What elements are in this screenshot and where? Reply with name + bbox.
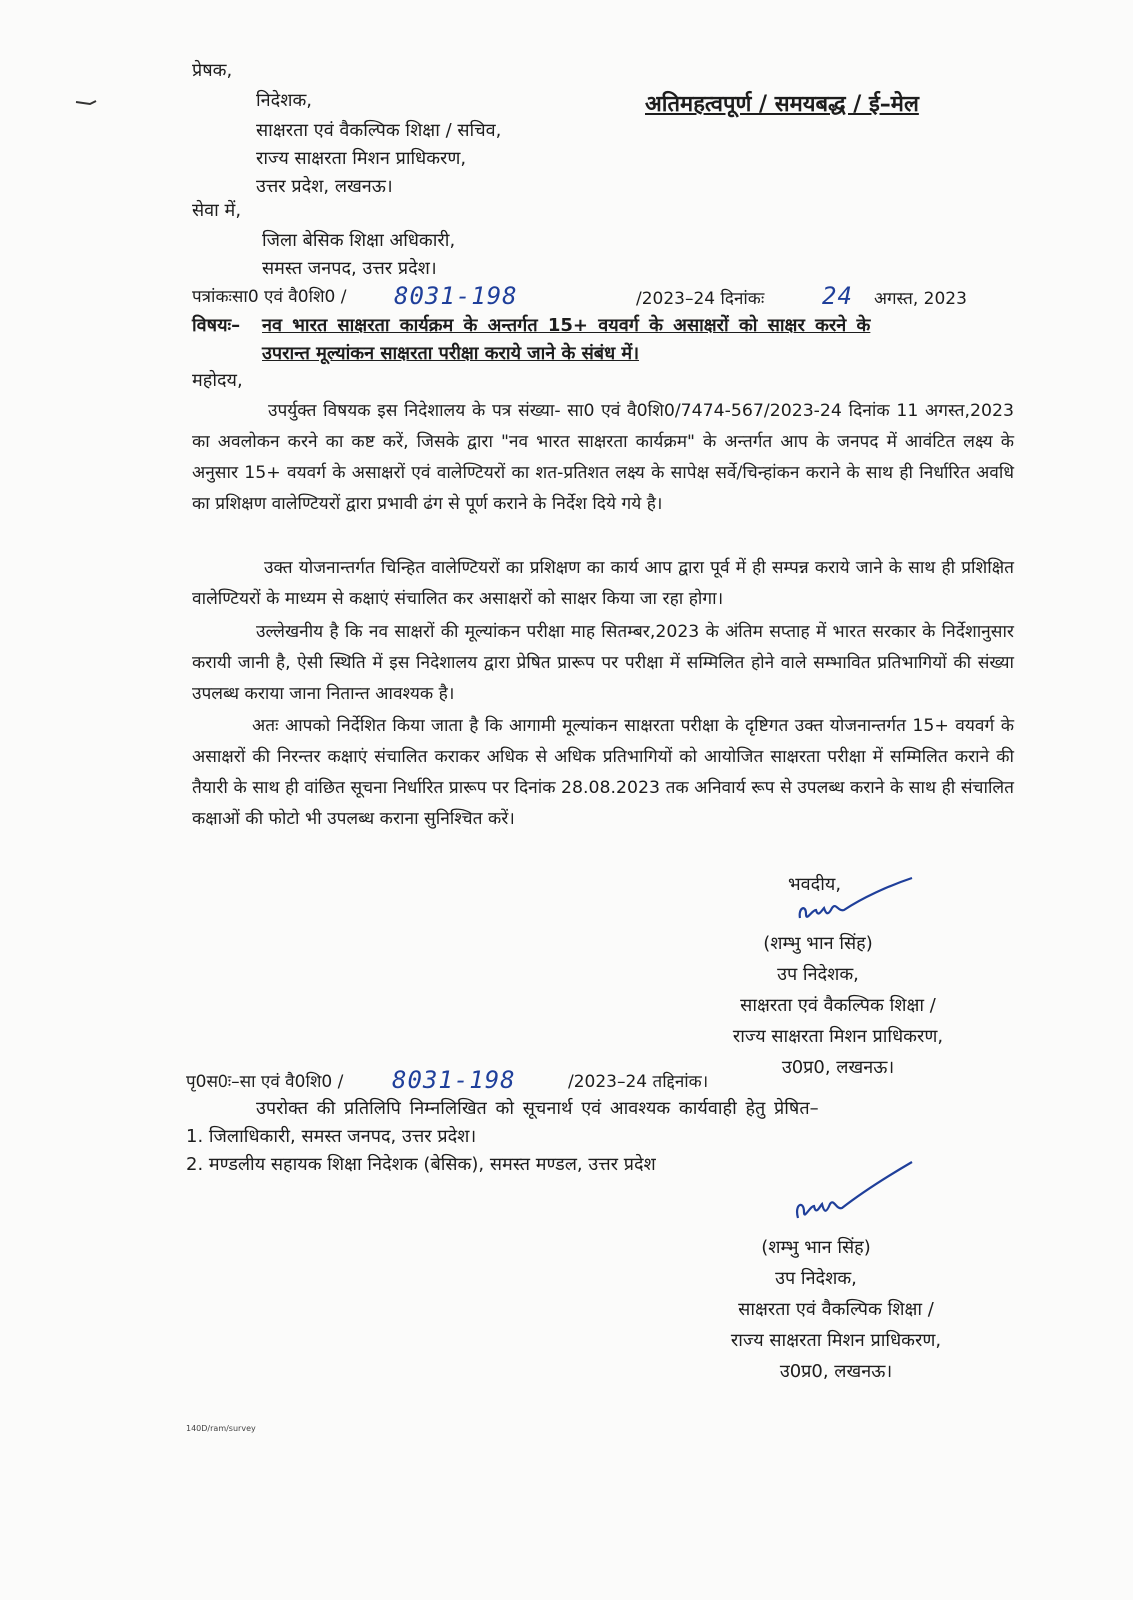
copy-ref-prefix: पृ0स0ः–सा एवं वै0शि0 / <box>186 1072 344 1092</box>
sender-line-3: राज्य साक्षरता मिशन प्राधिकरण, <box>256 148 467 169</box>
signatory-2-designation: उप निदेशक, <box>775 1268 857 1289</box>
copy-ref-suffix: /2023–24 तद्दिनांक। <box>568 1072 709 1092</box>
punch-hole-mark <box>74 96 98 110</box>
body-paragraph-2 <box>192 553 1014 615</box>
signatory-2-line-2: राज्य साक्षरता मिशन प्राधिकरण, <box>730 1330 942 1351</box>
closing-text: भवदीय, <box>788 874 842 895</box>
body-paragraph-1 <box>192 396 1014 520</box>
handwritten-date-day: 24 <box>822 282 853 310</box>
to-line-1: जिला बेसिक शिक्षा अधिकारी, <box>262 230 456 251</box>
signatory-2-line-1: साक्षरता एवं वैकल्पिक शिक्षा / <box>738 1299 934 1320</box>
sender-line-2: साक्षरता एवं वैकल्पिक शिक्षा / सचिव, <box>256 120 502 141</box>
signature-block-1 <box>658 928 978 1083</box>
signatory-designation: उप निदेशक, <box>777 964 859 985</box>
paragraph-1-text: उपर्युक्त विषयक इस निदेशालय के पत्र संख्या- सा0 एवं वै0शि0/7474-567/2023-24 दिनांक 11 अगस्त,2023 का अवलोकन करने का कष्ट करें, जिसके द्वारा "नव भारत साक्षरता कार्यक्रम" के अन्तर्गत आप के जनपद में आवंटित लक्ष्य के अनुसार 15+ वयवर्ग के असाक्षरों एवं वालेण्टियरों का शत-प्रतिशत लक्ष्य के सापेक्ष सर्वे/चिन्हांकन कराने के साथ ही निर्धारित अवधि का प्रशिक्षण वालेण्टियरों द्वारा प्रभावी ढंग से पूर्ण कराने के निर्देश दिये गये है। <box>192 401 1014 514</box>
subject-label: विषयः– <box>192 315 241 336</box>
signatory-2-line-3: उ0प्र0, लखनऊ। <box>779 1361 893 1382</box>
to-line-2: समस्त जनपद, उत्तर प्रदेश। <box>262 258 437 279</box>
footer-reference-code: 140D/ram/survey <box>186 1424 256 1433</box>
signatory-name: (शम्भु भान सिंह) <box>763 933 873 954</box>
to-label: सेवा में, <box>192 200 242 221</box>
signatory-line-3: उ0प्र0, लखनऊ। <box>781 1057 895 1078</box>
subject-line-2: उपरान्त मूल्यांकन साक्षरता परीक्षा कराये जाने के संबंध में। <box>262 343 640 364</box>
paragraph-3-text: उल्लेखनीय है कि नव साक्षरों की मूल्यांकन परीक्षा माह सितम्बर,2023 के अंतिम सप्ताह में भारत सरकार के निर्देशानुसार करायी जानी है, ऐसी स्थिति में इस निदेशालय द्वारा प्रेषित प्रारूप पर परीक्षा में सम्मिलित होने वाले सम्भावित प्रतिभागियों की संख्या उपलब्ध कराया जाना नितान्त आवश्यक है। <box>192 622 1014 704</box>
paragraph-4-text: अतः आपको निर्देशित किया जाता है कि आगामी मूल्यांकन साक्षरता परीक्षा के दृष्टिगत उक्त योजनान्तर्गत 15+ वयवर्ग के असाक्षरों की निरन्तर कक्षाएं संचालित कराकर अधिक से अधिक प्रतिभागियों को आयोजित साक्षरता परीक्षा में सम्मिलित कराने की तैयारी के साथ ही वांछित सूचना निर्धारित प्रारूप पर दिनांक 28.08.2023 तक अनिवार्य रूप से उपलब्ध कराने के साथ ही संचालित कक्षाओं की फोटो भी उपलब्ध कराना सुनिश्चित करें। <box>192 716 1014 829</box>
signatory-2-name: (शम्भु भान सिंह) <box>761 1237 871 1258</box>
sender-line-1: निदेशक, <box>256 90 312 111</box>
paragraph-2-text: उक्त योजनान्तर्गत चिन्हित वालेण्टियरों का प्रशिक्षण का कार्य आप द्वारा पूर्व में ही सम्पन्न कराये जाने के साथ ही प्रशिक्षित वालेण्टियरों के माध्यम से कक्षाएं संचालित कर असाक्षरों को साक्षर किया जा रहा होगा। <box>192 558 1014 609</box>
body-paragraph-4 <box>192 711 1014 835</box>
reference-month-year: अगस्त, 2023 <box>874 289 967 309</box>
salutation: महोदय, <box>192 370 243 391</box>
reference-prefix: पत्रांकःसा0 एवं वै0शि0 / <box>192 287 347 307</box>
reference-year: /2023–24 दिनांकः <box>636 289 765 309</box>
copy-recipient-2: 2. मण्डलीय सहायक शिक्षा निदेशक (बेसिक), समस्त मण्डल, उत्तर प्रदेश <box>186 1154 656 1175</box>
signatory-line-1: साक्षरता एवं वैकल्पिक शिक्षा / <box>740 995 936 1016</box>
body-paragraph-3 <box>192 617 1014 710</box>
priority-label: अतिमहत्वपूर्ण / समयबद्ध / ई–मेल <box>645 92 919 117</box>
copy-recipient-1: 1. जिलाधिकारी, समस्त जनपद, उत्तर प्रदेश। <box>186 1126 477 1147</box>
copy-handwritten-number: 8031-198 <box>392 1066 516 1094</box>
signatory-line-2: राज्य साक्षरता मिशन प्राधिकरण, <box>732 1026 944 1047</box>
signature-block-2 <box>656 1232 976 1387</box>
sender-line-4: उत्तर प्रदेश, लखनऊ। <box>256 176 393 197</box>
sender-label: प्रेषक, <box>192 60 233 81</box>
handwritten-signature-1 <box>792 874 916 930</box>
handwritten-letter-number: 8031-198 <box>394 282 518 310</box>
handwritten-signature-2 <box>790 1158 916 1226</box>
copy-intro: उपरोक्त की प्रतिलिपि निम्नलिखित को सूचनार्थ एवं आवश्यक कार्यवाही हेतु प्रेषित– <box>256 1098 819 1119</box>
subject-line-1: नव भारत साक्षरता कार्यक्रम के अन्तर्गत 15+ वयवर्ग के असाक्षरों को साक्षर करने के <box>262 315 871 336</box>
